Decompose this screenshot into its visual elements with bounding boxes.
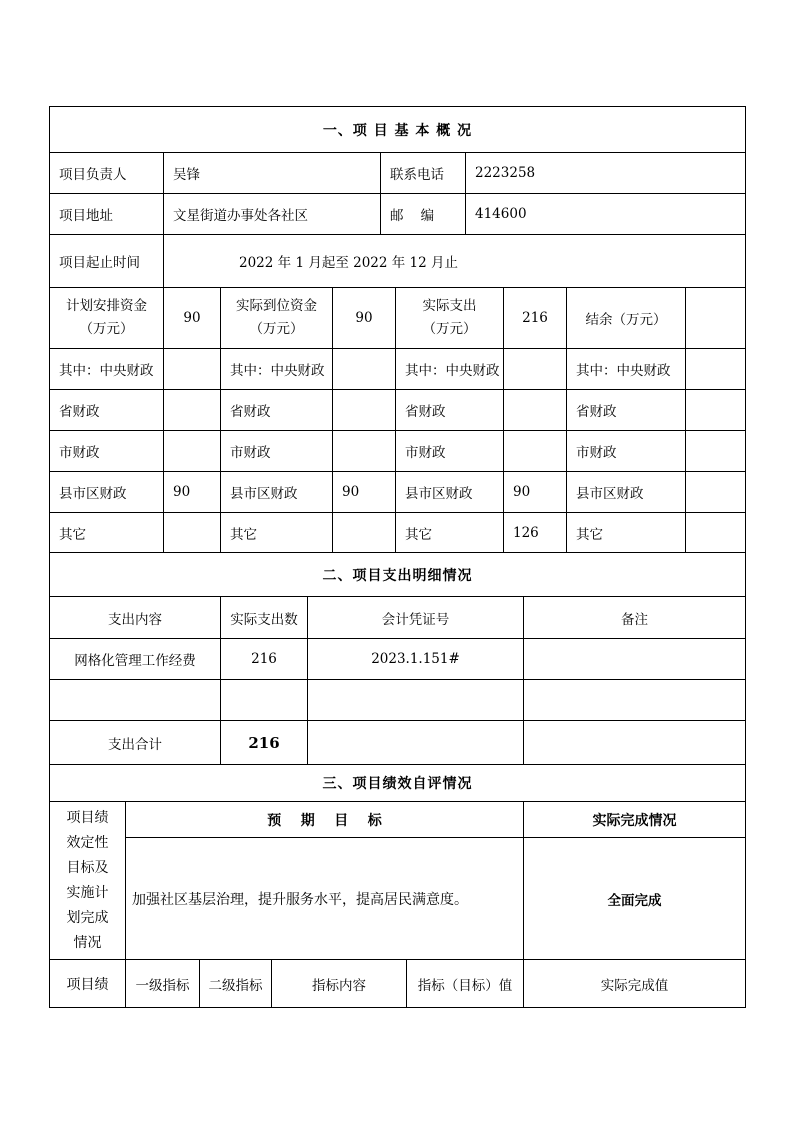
breakdown-label: 县市区财政 <box>566 471 686 513</box>
actual-spend-label-line1: 实际支出 <box>422 298 477 314</box>
breakdown-planned <box>163 430 221 472</box>
breakdown-label: 其中：中央财政 <box>566 348 686 390</box>
actual-spend-label <box>395 287 504 349</box>
section2-title: 二、项目支出明细情况 <box>49 552 746 597</box>
total-remarks-cell <box>523 720 746 765</box>
actual-arrival-label-line1: 实际到位资金 <box>236 298 317 314</box>
breakdown-arrival <box>332 512 396 553</box>
postcode-value: 414600 <box>465 193 746 235</box>
breakdown-spend: 126 <box>503 512 567 553</box>
remarks-header: 备注 <box>523 596 746 639</box>
breakdown-label: 省财政 <box>220 389 333 431</box>
postcode-label: 邮 编 <box>380 193 466 235</box>
total-voucher-cell <box>307 720 524 765</box>
breakdown-balance <box>685 348 746 390</box>
remarks-cell <box>523 679 746 721</box>
breakdown-label: 县市区财政 <box>49 471 164 513</box>
breakdown-label: 其它 <box>220 512 333 553</box>
breakdown-arrival: 90 <box>332 471 396 513</box>
expense-content-header: 支出内容 <box>49 596 221 639</box>
period-value: 2022 年 1 月起至 2022 年 12 月止 <box>163 234 746 288</box>
planned-funds-value: 90 <box>163 287 221 349</box>
breakdown-spend <box>503 430 567 472</box>
total-label: 支出合计 <box>49 720 221 765</box>
actual-completion-header: 实际完成情况 <box>523 801 746 838</box>
goal-label-line: 实施计 <box>66 884 109 901</box>
breakdown-planned <box>163 512 221 553</box>
first-level-indicator-header: 一级指标 <box>125 959 200 1008</box>
balance-label: 结余（万元） <box>566 287 686 349</box>
breakdown-label: 县市区财政 <box>395 471 504 513</box>
breakdown-spend <box>503 389 567 431</box>
address-label: 项目地址 <box>49 193 164 235</box>
breakdown-label: 市财政 <box>220 430 333 472</box>
expected-goal-text: 加强社区基层治理，提升服务水平，提高居民满意度。 <box>125 837 524 960</box>
period-label: 项目起止时间 <box>49 234 164 288</box>
actual-spend-label-line2: （万元） <box>422 321 477 337</box>
expense-content-cell <box>49 679 221 721</box>
actual-amount-cell: 216 <box>220 638 308 680</box>
goal-label <box>49 801 126 960</box>
breakdown-label: 其中：中央财政 <box>395 348 504 390</box>
actual-completion-text: 全面完成 <box>523 837 746 960</box>
actual-value-header: 实际完成值 <box>523 959 746 1008</box>
breakdown-spend <box>503 348 567 390</box>
actual-amount-cell <box>220 679 308 721</box>
breakdown-arrival <box>332 389 396 431</box>
goal-label-line: 划完成 <box>66 909 109 926</box>
breakdown-label: 省财政 <box>49 389 164 431</box>
actual-amount-header: 实际支出数 <box>220 596 308 639</box>
indicator-row-label: 项目绩 <box>49 959 126 1008</box>
phone-label: 联系电话 <box>380 152 466 194</box>
expected-goal-header: 预 期 目 标 <box>125 801 524 838</box>
breakdown-label: 省财政 <box>566 389 686 431</box>
balance-value <box>685 287 746 349</box>
actual-arrival-label-line2: （万元） <box>249 321 304 337</box>
breakdown-label: 市财政 <box>566 430 686 472</box>
breakdown-balance <box>685 389 746 431</box>
expense-content-cell: 网格化管理工作经费 <box>49 638 221 680</box>
section3-title: 三、项目绩效自评情况 <box>49 764 746 802</box>
indicator-content-header: 指标内容 <box>271 959 407 1008</box>
leader-value: 吴锋 <box>163 152 381 194</box>
breakdown-spend: 90 <box>503 471 567 513</box>
breakdown-label: 其中：中央财政 <box>49 348 164 390</box>
breakdown-arrival <box>332 430 396 472</box>
breakdown-planned: 90 <box>163 471 221 513</box>
breakdown-label: 省财政 <box>395 389 504 431</box>
goal-label-line: 情况 <box>73 934 102 951</box>
planned-funds-label-line2: （万元） <box>79 321 134 337</box>
goal-label-line: 目标及 <box>66 859 109 876</box>
planned-funds-label-line1: 计划安排资金 <box>66 298 147 314</box>
leader-label: 项目负责人 <box>49 152 164 194</box>
voucher-number-cell <box>307 679 524 721</box>
breakdown-planned <box>163 389 221 431</box>
breakdown-balance <box>685 512 746 553</box>
breakdown-label: 县市区财政 <box>220 471 333 513</box>
breakdown-label: 其它 <box>566 512 686 553</box>
breakdown-label: 其中：中央财政 <box>220 348 333 390</box>
actual-spend-value: 216 <box>503 287 567 349</box>
breakdown-label: 其它 <box>49 512 164 553</box>
breakdown-label: 其它 <box>395 512 504 553</box>
goal-label-line: 项目绩 <box>66 809 109 826</box>
section1-title: 一、项 目 基 本 概 况 <box>49 106 746 153</box>
actual-arrival-value: 90 <box>332 287 396 349</box>
address-value: 文星街道办事处各社区 <box>163 193 381 235</box>
breakdown-arrival <box>332 348 396 390</box>
indicator-target-header: 指标（目标）值 <box>406 959 524 1008</box>
breakdown-planned <box>163 348 221 390</box>
planned-funds-label <box>49 287 164 349</box>
breakdown-label: 市财政 <box>395 430 504 472</box>
phone-value: 2223258 <box>465 152 746 194</box>
breakdown-balance <box>685 471 746 513</box>
second-level-indicator-header: 二级指标 <box>199 959 272 1008</box>
voucher-number-header: 会计凭证号 <box>307 596 524 639</box>
voucher-number-cell: 2023.1.151# <box>307 638 524 680</box>
breakdown-label: 市财政 <box>49 430 164 472</box>
goal-label-line: 效定性 <box>66 834 109 851</box>
breakdown-balance <box>685 430 746 472</box>
remarks-cell <box>523 638 746 680</box>
total-value: 216 <box>220 720 308 765</box>
actual-arrival-label <box>220 287 333 349</box>
